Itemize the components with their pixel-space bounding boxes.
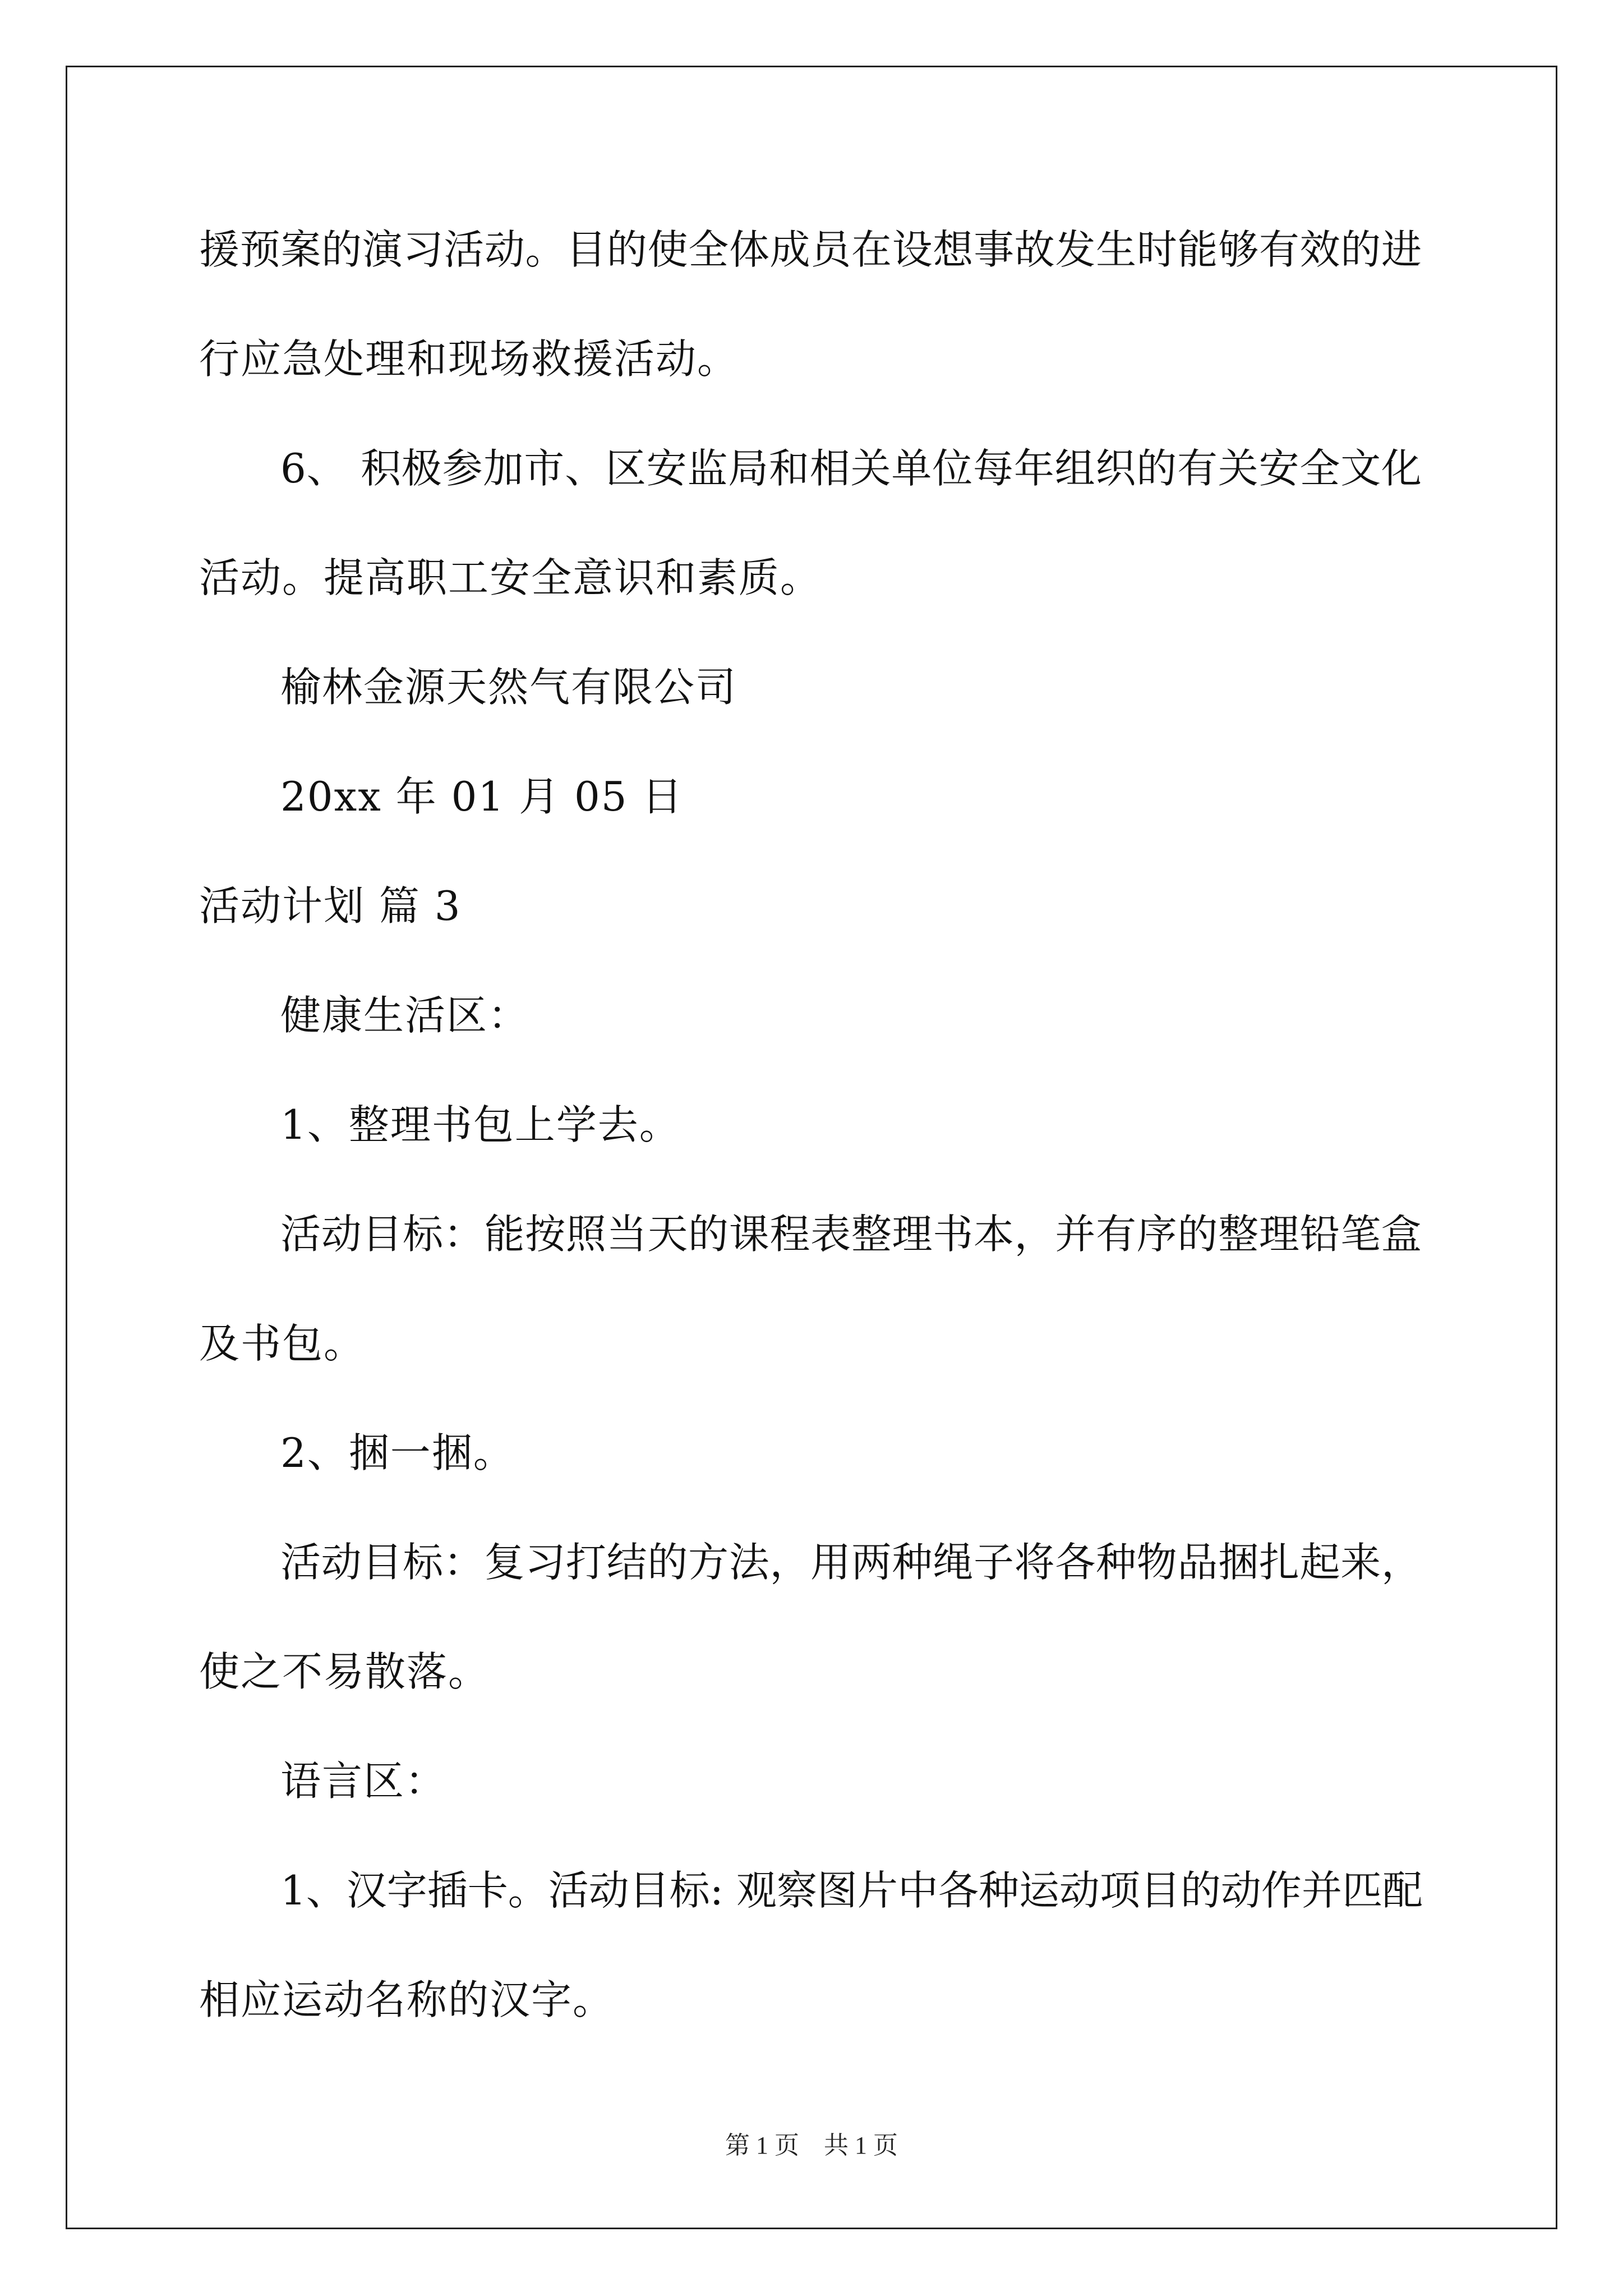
list-item: 1、整理书包上学去。 (280, 1101, 681, 1148)
subsection-heading: 健康生活区： (280, 992, 530, 1039)
page-footer (0, 2129, 1623, 2162)
paragraph-line: 及书包。 (199, 1320, 366, 1367)
paragraph-line: 使之不易散落。 (199, 1648, 490, 1695)
list-item: 2、捆一捆。 (280, 1429, 515, 1476)
page-number: 第 1 页 (725, 2132, 799, 2159)
paragraph-line: 行应急处理和现场救援活动。 (199, 335, 739, 383)
paragraph-line: 活动目标：能按照当天的课程表整理书本，并有序的整理铅笔盒 (280, 1211, 1422, 1258)
section-heading: 活动计划 篇 3 (199, 882, 462, 930)
date-line: 20xx 年 01 月 05 日 (280, 773, 684, 820)
company-name: 榆林金源天然气有限公司 (280, 664, 737, 711)
page-total: 共 1 页 (824, 2132, 898, 2159)
paragraph-line: 活动。提高职工安全意识和素质。 (199, 554, 822, 601)
paragraph-line: 活动目标：复习打结的方法，用两种绳子将各种物品捆扎起来， (280, 1539, 1422, 1586)
paragraph-line: 6、 积极参加市、区安监局和相关单位每年组织的有关安全文化 (280, 445, 1422, 492)
subsection-heading: 语言区： (280, 1757, 447, 1805)
list-item: 1、汉字插卡。活动目标: 观察图片中各种运动项目的动作并匹配 (280, 1867, 1423, 1914)
paragraph-line: 援预案的演习活动。目的使全体成员在设想事故发生时能够有效的进 (199, 226, 1422, 273)
paragraph-line: 相应运动名称的汉字。 (199, 1976, 615, 2023)
